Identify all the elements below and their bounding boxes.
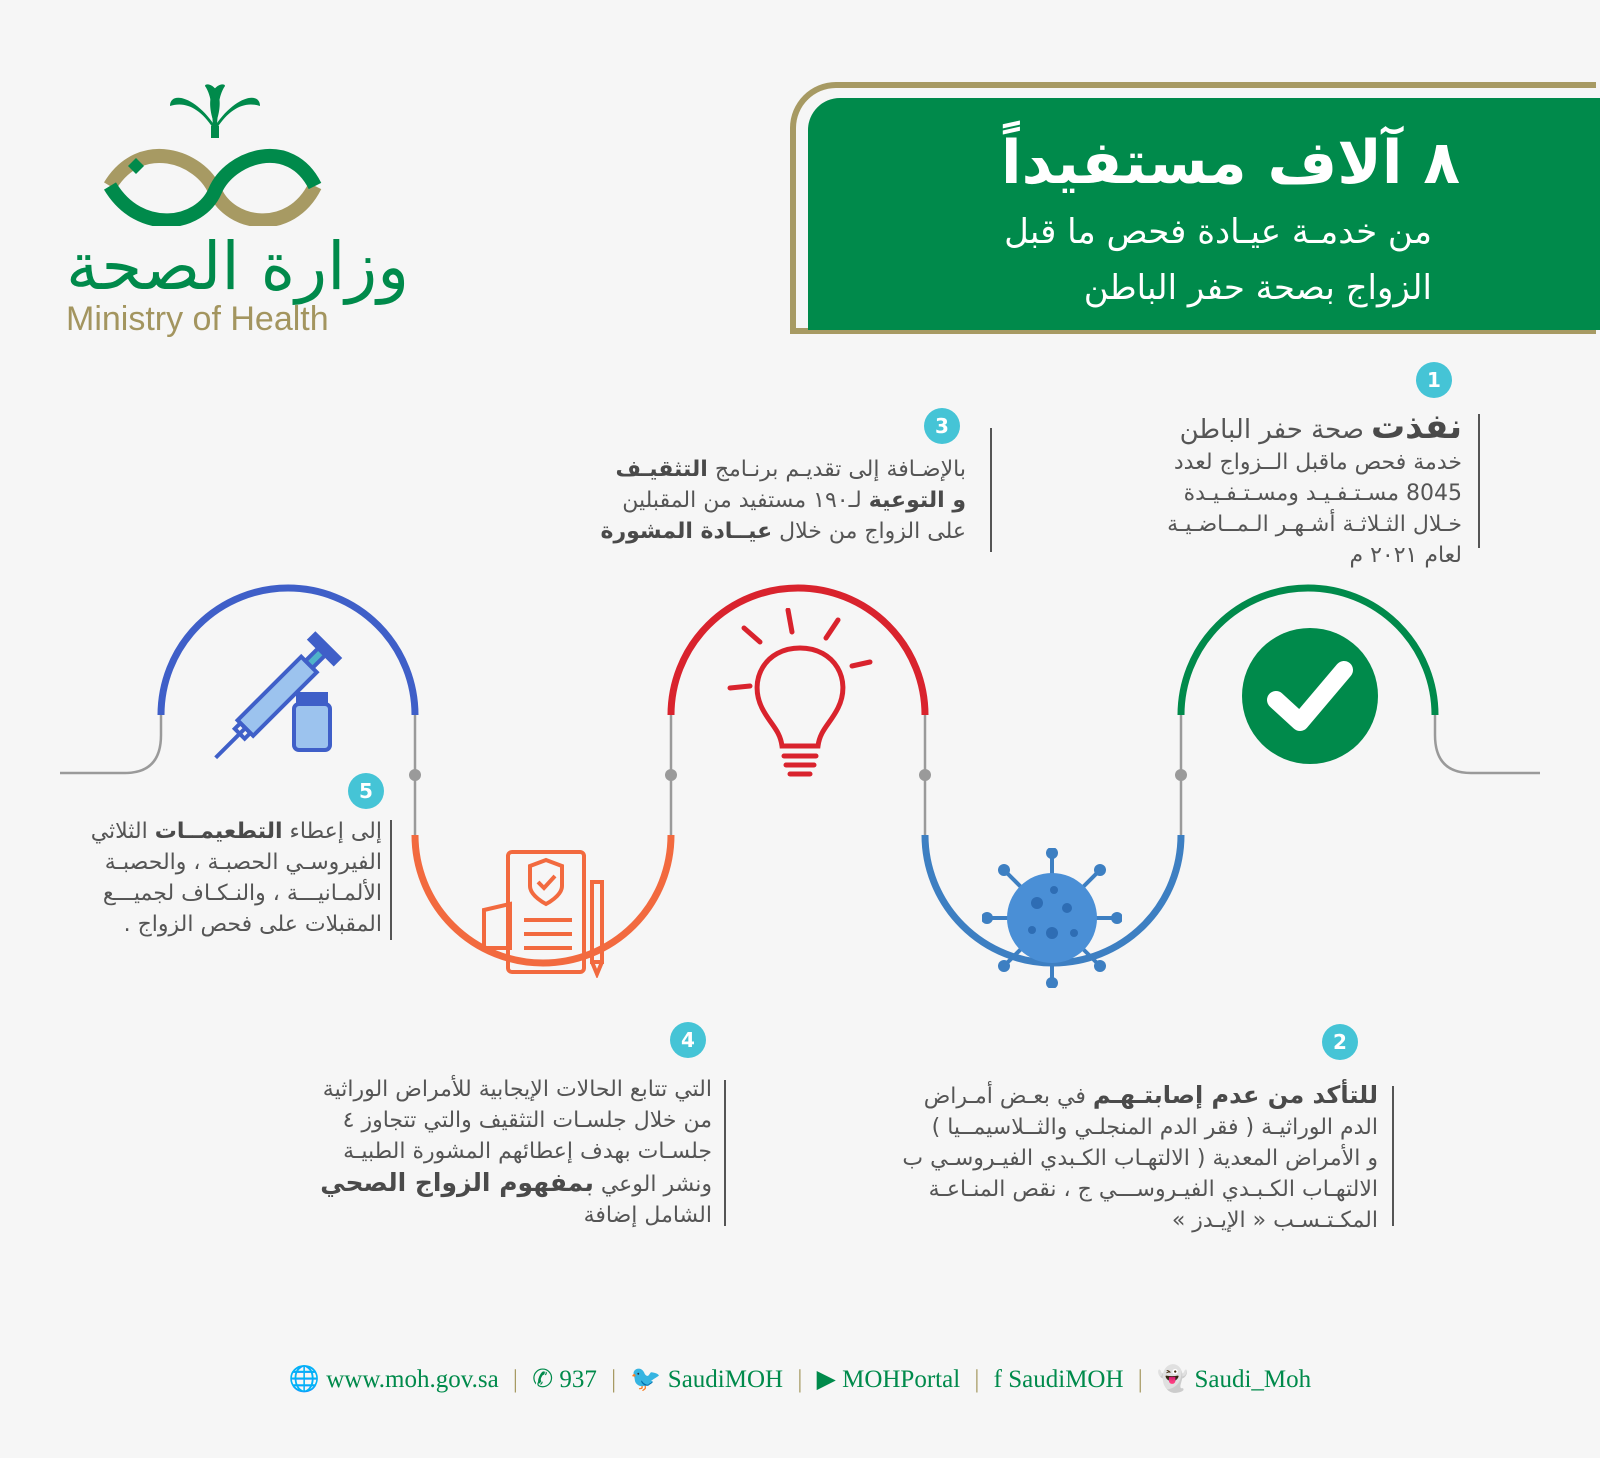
footer-website[interactable]: www.moh.gov.sa [326, 1366, 499, 1393]
snapchat-icon: 👻 [1157, 1366, 1189, 1393]
step-1-badge: 1 [1416, 362, 1452, 398]
header-subtitle-2: الزواج بصحة حفر الباطن [1083, 268, 1432, 308]
moh-palm-logo-icon [100, 76, 330, 226]
step-4-bar [724, 1080, 726, 1226]
step-3-badge: 3 [924, 408, 960, 444]
phone-icon: ✆ [532, 1366, 554, 1393]
step-1-bold: نفذت [1370, 407, 1462, 447]
step-3-text: بالإضـافة إلى تقديـم برنـامج التثقيـف و التوعية لـ١٩٠ مستفيد من المقبلين على الزواج من خلال عيــادة المشورة [600, 457, 966, 544]
step-2-bar [1392, 1086, 1394, 1226]
step-5-text: إلى إعطاء التطعيمــات الثلاثي الفيروسـي الحصبـة ، والحصبـة الألمـانيـــة ، والنـكـاف لجميـــع المقبلات على فحص الزواج . [90, 819, 382, 937]
step-5-badge: 5 [348, 773, 384, 809]
step-5-bar [390, 820, 392, 940]
footer-twitter[interactable]: SaudiMOH [667, 1366, 784, 1393]
youtube-icon: ▶ [816, 1366, 836, 1393]
footer-contacts: 🌐 www.moh.gov.sa | ✆ 937 | 🐦 SaudiMOH | ▶ MOHPortal | f SaudiMOH | 👻 Saudi_Moh [288, 1366, 1312, 1393]
step-1-bar [1478, 414, 1480, 548]
virus-icon [982, 848, 1122, 988]
logo-english: Ministry of Health [66, 300, 329, 338]
medical-report-icon [480, 848, 620, 978]
step-4-badge: 4 [670, 1022, 706, 1058]
header-title: ٨ آلاف مستفيداً [1001, 128, 1460, 198]
step-2-text: للتأكد من عدم إصابتـهـم في بعـض أمـراض الدم الوراثيـة ( فقر الدم المنجلـي والثــلاسيمــيا ) و الأمراض المعدية ( الالتهـاب الكـبدي الفيـروسـي ب الالتهـاب الكـبـدي الفيـروســـي ج ، نقص المنـاعـة المكـتـسـب « الإيـدز » [902, 1081, 1378, 1233]
step-2-badge: 2 [1322, 1024, 1358, 1060]
footer-youtube[interactable]: MOHPortal [842, 1366, 961, 1393]
twitter-icon: 🐦 [630, 1366, 662, 1393]
facebook-icon: f [993, 1366, 1002, 1393]
footer-phone[interactable]: 937 [559, 1366, 597, 1393]
globe-icon: 🌐 [288, 1366, 320, 1393]
logo-arabic: وزارة الصحة [66, 228, 410, 305]
syringe-icon [200, 612, 360, 772]
footer-facebook[interactable]: SaudiMOH [1008, 1366, 1124, 1393]
step-3-bar [990, 428, 992, 552]
step-2-bold: للتأكد من عدم إصابتـهـم [1092, 1081, 1378, 1109]
header-subtitle-1: من خدمـة عيـادة فحص ما قبل [1004, 212, 1432, 252]
step-4-text: التي تتابع الحالات الإيجابية للأمراض الوراثية من خلال جلسـات التثقيف والتي تتجاوز ٤ جلسـات بهدف إعطائهم المشورة الطبيـة ونشر الوعي بمفهوم الزواج الصحي الشامل إضافة [320, 1077, 712, 1228]
lightbulb-icon [720, 608, 880, 788]
check-circle-icon [1240, 626, 1380, 766]
step-1-text: نفذت صحة حفر الباطن خدمة فحص ماقبل الــزواج لعدد 8045 مسـتـفـيـد ومسـتـفـيـدة خـلال الثـلاثـة أشـهـر الـمــاضـيـة لعام ٢٠٢١ م [1167, 407, 1462, 568]
footer-snapchat[interactable]: Saudi_Moh [1194, 1366, 1312, 1393]
